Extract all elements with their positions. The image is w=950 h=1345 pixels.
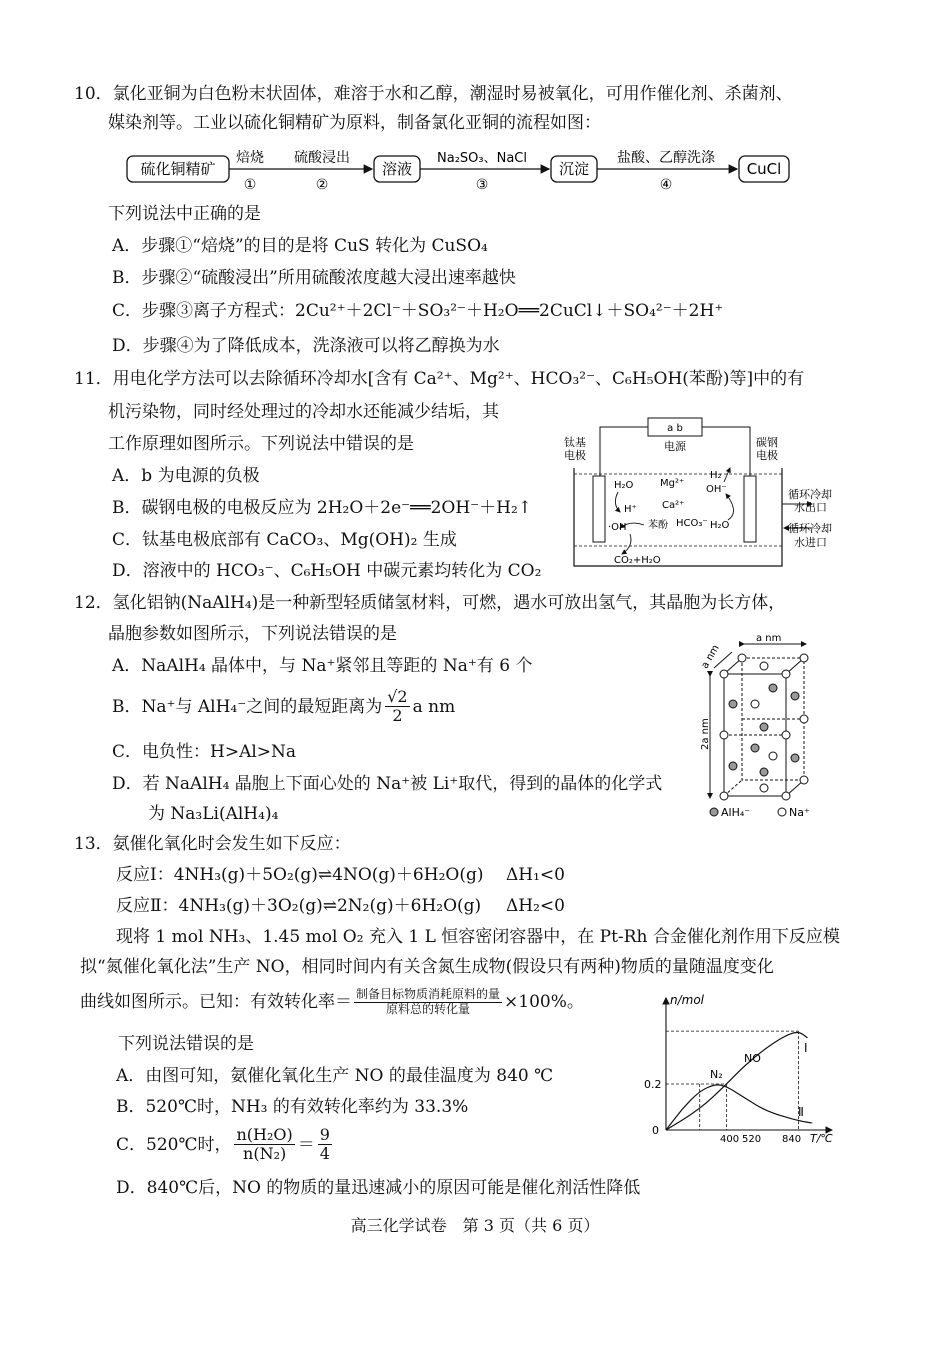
series-no-line xyxy=(666,1032,808,1130)
q12-option-d-line2: 为 Na₃Li(AlH₄)₄ xyxy=(148,804,279,824)
chart-x-tick-400: 400 xyxy=(720,1134,740,1145)
flow-arrow-3-top: Na₂SO₃、NaCl xyxy=(437,151,527,166)
titanium-electrode xyxy=(593,476,605,542)
species-oh-right: OH⁻ xyxy=(706,484,727,495)
inlet-label-2: 水进口 xyxy=(794,536,827,549)
legend-na-label: Na⁺ xyxy=(789,806,810,819)
chart-origin-label: 0 xyxy=(652,1124,659,1137)
q12-option-b xyxy=(112,688,455,726)
series-no-label: NO xyxy=(744,1052,761,1065)
q13-ask: 下列说法错误的是 xyxy=(118,1034,254,1054)
right-electrode-label-1: 碳钢 xyxy=(756,436,778,449)
q13-option-b: B．520℃时，NH₃ 的有效转化率约为 33.3% xyxy=(116,1097,469,1117)
q13-option-c-ratio xyxy=(234,1126,294,1164)
flow-arrow-4-top: 盐酸、乙醇洗涤 xyxy=(617,150,715,166)
q13-paragraph-3 xyxy=(80,988,584,1017)
q13-option-c-prefix: C．520℃时， xyxy=(116,1134,232,1155)
species-co2: CO₂+H₂O xyxy=(614,555,661,566)
q13-option-c-value xyxy=(318,1126,332,1164)
q10-option-b: B．步骤②“硫酸浸出”所用硫酸浓度越大浸出速率越快 xyxy=(112,268,516,288)
flow-arrow-2-bot: ② xyxy=(315,177,329,192)
legend-na-marker xyxy=(778,808,786,816)
inlet-label-1: 循环冷却 xyxy=(788,522,832,535)
q12-option-b-numerator: √2 xyxy=(387,687,408,706)
series-n2-line xyxy=(666,1085,812,1130)
q13-option-c xyxy=(116,1126,332,1164)
q12-option-c: C．电负性：H>Al>Na xyxy=(112,742,297,762)
chart-x-tick-840: 840 xyxy=(782,1134,802,1145)
chart-x-axis-label: T/℃ xyxy=(810,1132,833,1145)
q13-option-c-denominator: n(N₂) xyxy=(243,1144,287,1164)
power-ab-label: a b xyxy=(667,423,683,434)
cell-height-label: 2a nm xyxy=(700,718,711,750)
flow-box-1-label: 硫化铜精矿 xyxy=(140,160,216,178)
page-footer: 高三化学试卷 第 3 页（共 6 页） xyxy=(350,1216,600,1235)
curve-1-label: Ⅰ xyxy=(804,1041,808,1055)
left-electrode-label-1: 钛基 xyxy=(564,436,586,449)
q10-stem-line2: 媒染剂等。工业以硫化铜精矿为原料，制备氯化亚铜的流程如图： xyxy=(108,113,601,133)
left-electrode-label-2: 电极 xyxy=(564,449,586,462)
chart-y-tick-02: 0.2 xyxy=(644,1078,662,1091)
q12-stem-line2: 晶胞参数如图所示，下列说法错误的是 xyxy=(108,624,397,644)
q11-stem-line1: 11．用电化学方法可以去除循环冷却水[含有 Ca²⁺、Mg²⁺、HCO₃²⁻、C₆H₅OH(苯酚)等]中的有 xyxy=(74,369,805,389)
legend-alh4-label: AlH₄⁻ xyxy=(721,806,751,819)
q11-stem-line3: 工作原理如图所示。下列说法中错误的是 xyxy=(108,434,414,454)
flow-arrow-3-bot: ③ xyxy=(475,177,489,192)
q11-option-c: C．钛基电极底部有 CaCO₃、Mg(OH)₂ 生成 xyxy=(112,530,457,550)
chart-y-axis-label: n/mol xyxy=(670,993,705,1007)
flow-box-2-label: 溶液 xyxy=(381,160,413,178)
q11-electrolysis-diagram xyxy=(560,408,850,578)
q12-option-b-prefix: B．Na⁺与 AlH₄⁻之间的最短距离为 xyxy=(112,696,383,717)
q13-option-c-value-denominator: 4 xyxy=(319,1144,330,1164)
q10-option-c: C．步骤③离子方程式：2Cu²⁺＋2Cl⁻＋SO₃²⁻＋H₂O══2CuCl↓＋SO₄²⁻＋2H⁺ xyxy=(112,301,724,321)
q12-option-a: A．NaAlH₄ 晶体中，与 Na⁺紧邻且等距的 Na⁺有 6 个 xyxy=(112,656,533,676)
q12-option-b-suffix: a nm xyxy=(412,696,456,717)
outlet-label-2: 水出口 xyxy=(794,501,827,514)
species-h2o-left: H₂O xyxy=(614,480,634,491)
q13-p3-suffix: ×100%。 xyxy=(504,992,584,1013)
q13-reaction-2: 反应Ⅱ：4NH₃(g)＋3O₂(g)⇌2N₂(g)＋6H₂O(g) xyxy=(116,896,482,916)
species-oh-radical: ·OH xyxy=(608,522,627,533)
species-hplus: H⁺ xyxy=(624,504,637,515)
cell-top-label: a nm xyxy=(756,633,782,644)
curve-2-label: Ⅱ xyxy=(798,1105,804,1119)
legend-alh4-marker xyxy=(710,808,718,816)
carbon-steel-electrode xyxy=(744,476,756,542)
flow-arrow-2-top: 硫酸浸出 xyxy=(294,150,350,166)
species-phenol: 苯酚 xyxy=(648,520,668,531)
q13-stem: 13．氨催化氧化时会发生如下反应： xyxy=(74,834,351,854)
q10-flow-chart xyxy=(120,146,800,192)
q11-stem-line2: 机污染物，同时经处理过的冷却水还能减少结垢，其 xyxy=(108,402,499,422)
species-h2: H₂ xyxy=(710,470,722,481)
q13-p3-prefix: 曲线如图所示。已知：有效转化率＝ xyxy=(80,992,352,1013)
species-h2o-right: H₂O xyxy=(710,520,730,531)
q13-option-a: A．由图可知，氨催化氧化生产 NO 的最佳温度为 840 ℃ xyxy=(116,1066,554,1086)
q12-crystal-cell-diagram xyxy=(696,632,856,822)
q13-chart xyxy=(640,990,840,1145)
outlet-label-1: 循环冷却 xyxy=(788,488,832,501)
q13-option-d: D．840℃后，NO 的物质的量迅速减小的原因可能是催化剂活性降低 xyxy=(116,1178,641,1198)
q13-paragraph-2: 拟“氮催化氧化法”生产 NO，相同时间内有关含氮生成物(假设只有两种)物质的量随温度变化 xyxy=(80,957,774,977)
q13-efficiency-fraction xyxy=(354,988,502,1017)
chart-x-tick-520: 520 xyxy=(742,1134,762,1145)
flow-box-4-label: CuCl xyxy=(746,160,782,178)
q13-reaction-1-dh: ΔH₁<0 xyxy=(506,865,565,885)
species-ca: Ca²⁺ xyxy=(662,500,685,511)
flow-arrow-4-bot: ④ xyxy=(659,177,673,192)
q13-option-c-numerator: n(H₂O) xyxy=(236,1125,293,1144)
q11-option-b: B．碳钢电极的电极反应为 2H₂O＋2e⁻══2OH⁻＋H₂↑ xyxy=(112,498,533,518)
cell-side-label: a nm xyxy=(699,643,722,671)
q13-efficiency-numerator: 制备目标物质消耗原料的量 xyxy=(356,987,501,1001)
q12-stem-line1: 12．氢化铝钠(NaAlH₄)是一种新型轻质储氢材料，可燃，遇水可放出氢气，其晶胞为长方体， xyxy=(74,593,786,613)
series-n2-label: N₂ xyxy=(710,1068,723,1081)
q12-option-d-line1: D．若 NaAlH₄ 晶胞上下面心处的 Na⁺被 Li⁺取代，得到的晶体的化学式 xyxy=(112,774,663,794)
q13-option-c-value-numerator: 9 xyxy=(319,1125,330,1144)
q10-stem-line1: 10．氯化亚铜为白色粉末状固体，难溶于水和乙醇，潮湿时易被氧化，可用作催化剂、杀菌剂、 xyxy=(74,84,793,104)
q13-reaction-1: 反应Ⅰ：4NH₃(g)＋5O₂(g)⇌4NO(g)＋6H₂O(g) xyxy=(116,865,484,885)
flow-arrow-1-bot: ① xyxy=(243,177,257,192)
flow-arrow-1-top: 焙烧 xyxy=(236,150,264,166)
q12-option-b-denominator: 2 xyxy=(392,706,403,726)
power-label: 电源 xyxy=(664,440,686,453)
q13-paragraph-1: 现将 1 mol NH₃、1.45 mol O₂ 充入 1 L 恒容密闭容器中，在 Pt-Rh 合金催化剂作用下反应模 xyxy=(116,927,840,947)
q13-reaction-2-dh: ΔH₂<0 xyxy=(506,896,565,916)
q11-option-d: D．溶液中的 HCO₃⁻、C₆H₅OH 中碳元素均转化为 CO₂ xyxy=(112,561,542,581)
species-mg: Mg²⁺ xyxy=(660,478,685,489)
q10-ask: 下列说法中正确的是 xyxy=(108,204,261,224)
q11-option-a: A．b 为电源的负极 xyxy=(112,466,260,486)
q13-option-c-equals: ＝ xyxy=(297,1134,315,1155)
flow-box-3-label: 沉淀 xyxy=(558,160,590,178)
right-electrode-label-2: 电极 xyxy=(756,449,778,462)
q10-option-a: A．步骤①“焙烧”的目的是将 CuS 转化为 CuSO₄ xyxy=(112,236,488,256)
q13-efficiency-denominator: 原料总的转化量 xyxy=(386,1001,471,1016)
q12-option-b-fraction xyxy=(385,688,409,726)
species-hco3: HCO₃⁻ xyxy=(676,518,708,529)
q10-option-d: D．步骤④为了降低成本，洗涤液可以将乙醇换为水 xyxy=(112,336,500,356)
